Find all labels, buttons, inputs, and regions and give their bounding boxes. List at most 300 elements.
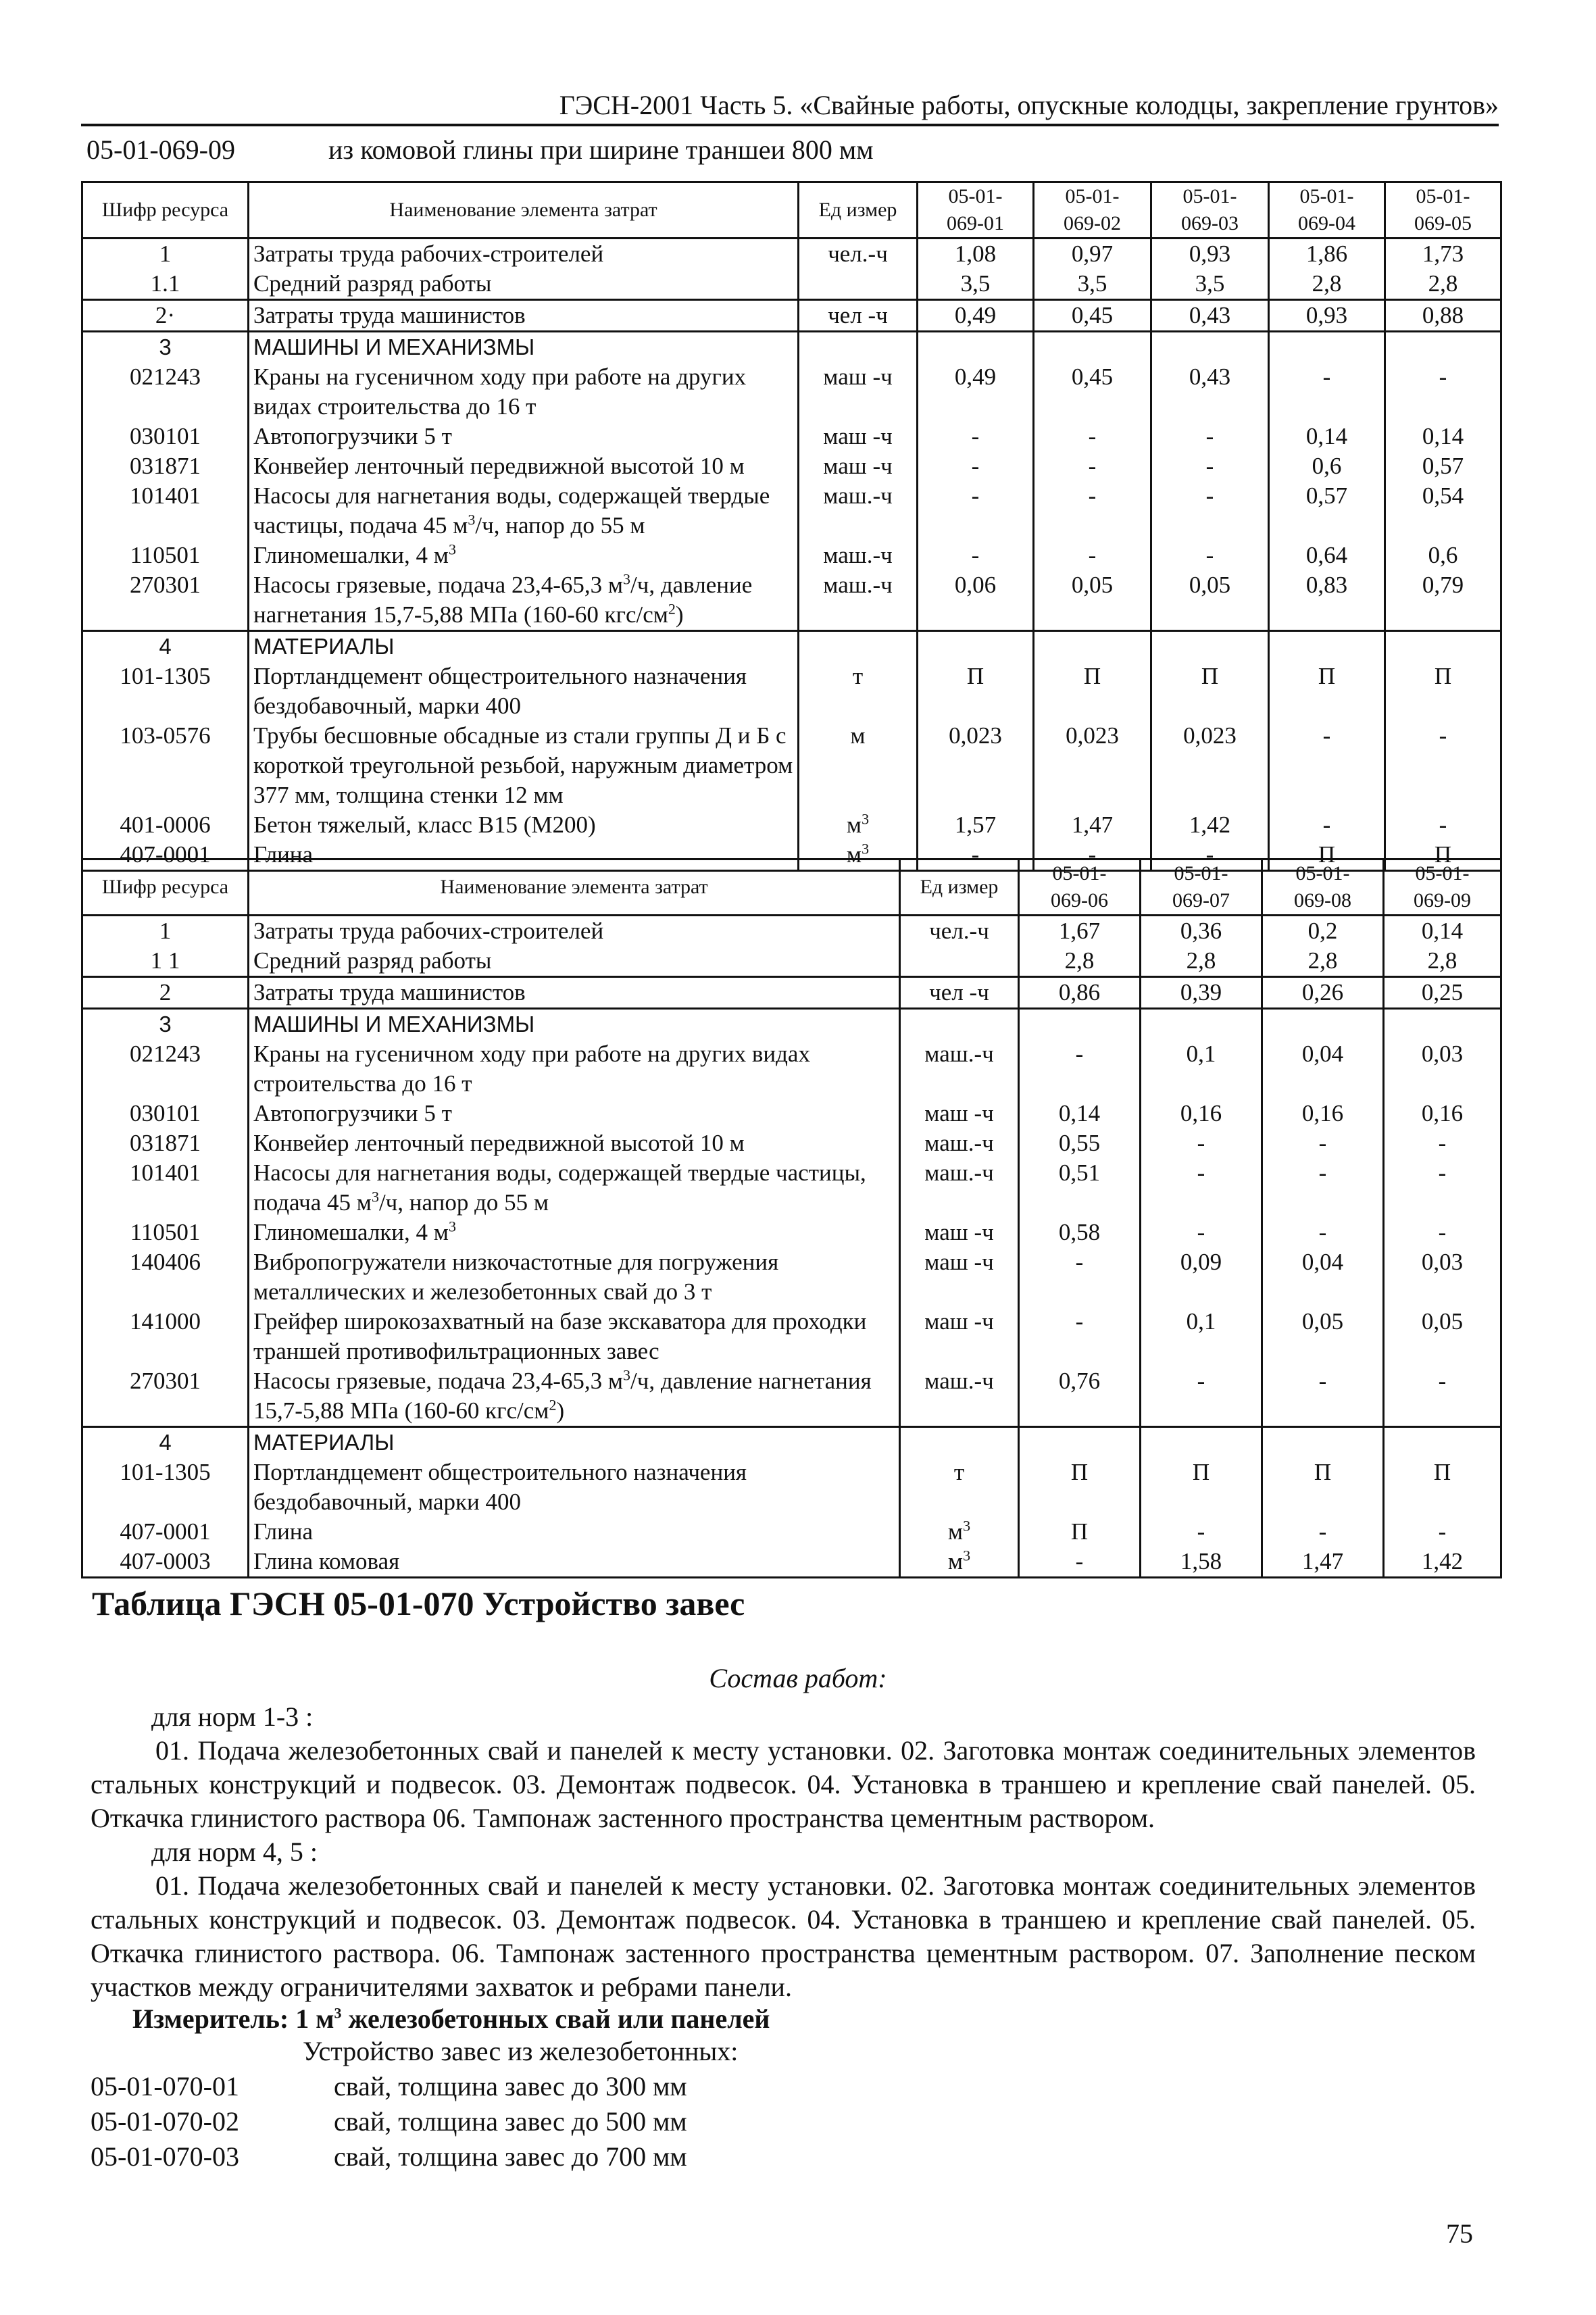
empty-cell	[1384, 1427, 1501, 1458]
resource-name: Вибропогружатели низкочастотные для погружения металлических и железобетонных свай до 3 т	[249, 1247, 900, 1307]
unit-cell	[900, 946, 1019, 977]
table-row	[82, 916, 1501, 947]
resource-code: 1 1	[82, 946, 249, 977]
value-cell: -	[918, 840, 1034, 871]
table-row	[82, 451, 1501, 481]
value-cell: 0,023	[918, 721, 1034, 810]
value-cell: 0,05	[1151, 570, 1269, 631]
value-cell: -	[1019, 1039, 1141, 1099]
unit-cell: маш -ч	[799, 451, 918, 481]
empty-cell	[1019, 1009, 1141, 1040]
resource-name: Затраты труда машинистов	[249, 300, 799, 332]
value-cell: -	[1019, 1547, 1141, 1578]
value-cell: 3,5	[1034, 269, 1151, 300]
empty-cell	[1385, 631, 1501, 662]
value-cell: 0,6	[1385, 541, 1501, 570]
resource-name: Глиномешалки, 4 $м^3$	[249, 541, 799, 570]
variant-row	[91, 2139, 738, 2174]
empty-cell	[1269, 332, 1385, 363]
unit-cell: м	[799, 721, 918, 810]
unit-cell: маш -ч	[900, 1099, 1019, 1128]
value-cell: -	[1151, 422, 1269, 451]
value-cell: 0,16	[1262, 1099, 1384, 1128]
empty-cell	[1019, 1427, 1141, 1458]
value-cell: -	[1034, 541, 1151, 570]
table-row	[82, 1517, 1501, 1547]
resource-code: 2	[82, 977, 249, 1009]
value-cell: -	[1034, 451, 1151, 481]
unit-cell: т	[900, 1458, 1019, 1517]
resource-code: 021243	[82, 1039, 249, 1099]
unit-cell: маш.-ч	[900, 1366, 1019, 1427]
resource-name: Автопогрузчики 5 т	[249, 1099, 900, 1128]
resource-code: 407-0001	[82, 1517, 249, 1547]
resource-name: Глиномешалки, 4 $м^3$	[249, 1218, 900, 1247]
empty-cell	[1262, 1427, 1384, 1458]
value-cell: -	[1034, 481, 1151, 541]
table1-header-cell: 05-01- 069-03	[1151, 182, 1269, 239]
value-cell: -	[1141, 1128, 1262, 1158]
resource-name: Конвейер ленточный передвижной высотой 10 м	[249, 1128, 900, 1158]
section-name: МАШИНЫ И МЕХАНИЗМЫ	[249, 1009, 900, 1040]
value-cell: -	[1019, 1247, 1141, 1307]
value-cell: -	[1262, 1517, 1384, 1547]
value-cell: -	[1151, 451, 1269, 481]
table-row	[82, 721, 1501, 810]
resource-name: Портландцемент общестроительного назначения бездобавочный, марки 400	[249, 1458, 900, 1517]
resource-code: 030101	[82, 422, 249, 451]
norms-1-3-block	[91, 1700, 1476, 1835]
value-cell: П	[1384, 1458, 1501, 1517]
resource-code: 030101	[82, 1099, 249, 1128]
variant-code: 05-01-070-01	[91, 2071, 239, 2101]
unit-cell: маш -ч	[799, 422, 918, 451]
resource-name: Конвейер ленточный передвижной высотой 10 м	[249, 451, 799, 481]
variant-code: 05-01-070-02	[91, 2106, 239, 2137]
resource-code: 3	[82, 1009, 249, 1040]
value-cell: 0,49	[918, 300, 1034, 332]
empty-cell	[1141, 1427, 1262, 1458]
resource-code: 4	[82, 1427, 249, 1458]
resource-name: Грейфер широкозахватный на базе экскаватора для проходки траншей противофильтрационных завес	[249, 1307, 900, 1366]
value-cell: 3,5	[1151, 269, 1269, 300]
table-row	[82, 541, 1501, 570]
section-name: МАШИНЫ И МЕХАНИЗМЫ	[249, 332, 799, 363]
section-title: Таблица ГЭСН 05-01-070 Устройство завес	[92, 1585, 745, 1622]
unit-cell: чел -ч	[799, 300, 918, 332]
norms-1-3-label: для норм 1-3 :	[151, 1701, 314, 1732]
table-row	[82, 1039, 1501, 1099]
empty-cell	[1269, 631, 1385, 662]
empty-cell	[900, 1009, 1019, 1040]
value-cell: 1,42	[1151, 810, 1269, 840]
unit-cell: $м^3$	[900, 1547, 1019, 1578]
unit-cell: маш.-ч	[900, 1158, 1019, 1218]
table-row	[82, 1218, 1501, 1247]
empty-cell	[799, 631, 918, 662]
value-cell: П	[1269, 662, 1385, 721]
empty-cell	[799, 332, 918, 363]
table1-header-cell: 05-01- 069-02	[1034, 182, 1151, 239]
resource-code: 110501	[82, 541, 249, 570]
table-row	[82, 362, 1501, 422]
resource-name: Насосы для нагнетания воды, содержащей твердые частицы, подача 45 $м^3/ч$, напор до 55 м	[249, 1158, 900, 1218]
value-cell: 0,88	[1385, 300, 1501, 332]
value-cell: 0,09	[1141, 1247, 1262, 1307]
value-cell: -	[1262, 1366, 1384, 1427]
resource-code: 021243	[82, 362, 249, 422]
resource-name: Затраты труда рабочих-строителей	[249, 916, 900, 947]
resource-code: 1	[82, 916, 249, 947]
variant-text: свай, толщина завес до 500 мм	[334, 2106, 687, 2137]
value-cell: П	[1019, 1517, 1141, 1547]
value-cell: -	[1384, 1158, 1501, 1218]
value-cell: 0,45	[1034, 362, 1151, 422]
resource-code: 031871	[82, 1128, 249, 1158]
value-cell: -	[1262, 1128, 1384, 1158]
resource-name: Насосы грязевые, подача 23,4-65,3 $м^3/ч$, давление нагнетания 15,7-5,88 МПа (160-60 кгс/$см^2$)	[249, 1366, 900, 1427]
value-cell: -	[918, 451, 1034, 481]
value-cell: 2,8	[1262, 946, 1384, 977]
unit-cell	[799, 269, 918, 300]
resource-code: 270301	[82, 1366, 249, 1427]
table-row	[82, 1366, 1501, 1427]
composition-label: Состав работ:	[709, 1663, 887, 1693]
unit-cell: маш -ч	[900, 1307, 1019, 1366]
resource-table-1	[81, 181, 1502, 872]
empty-cell	[1034, 332, 1151, 363]
unit-cell: маш.-ч	[799, 481, 918, 541]
resource-table-2	[81, 858, 1502, 1578]
section-row	[82, 631, 1501, 662]
value-cell: 0,93	[1269, 300, 1385, 332]
section-name: МАТЕРИАЛЫ	[249, 1427, 900, 1458]
value-cell: 3,5	[918, 269, 1034, 300]
unit-cell: маш.-ч	[799, 541, 918, 570]
resource-name: Насосы грязевые, подача 23,4-65,3 $м^3/ч$, давление нагнетания 15,7-5,88 МПа (160-60 кгс/$см^2$)	[249, 570, 799, 631]
variants-list	[91, 2034, 738, 2174]
value-cell: П	[1151, 662, 1269, 721]
value-cell: 0,6	[1269, 451, 1385, 481]
unit-cell: $м^3$	[799, 810, 918, 840]
value-cell: -	[1269, 721, 1385, 810]
table-row	[82, 662, 1501, 721]
value-cell: 0,14	[1385, 422, 1501, 451]
value-cell: -	[1385, 362, 1501, 422]
unit-cell: чел.-ч	[900, 916, 1019, 947]
table2-header-cell: Ед измер	[900, 860, 1019, 916]
table2-header-row	[82, 860, 1501, 916]
table-row	[82, 1099, 1501, 1128]
norms-4-5-text: 01. Подача железобетонных свай и панелей к месту установки. 02. Заготовка монтаж соединительных элементов стальных конструкций и подвесок. 03. Демонтаж подвесок. 04. Установка в траншею и крепление свай панелей. 05. Откачка глинистого раствора. 06. Тампонаж застенного пространства цементным раствором. 07. Заполнение песком участков между ограничителями захваток и ребрами панели.	[91, 1870, 1476, 2002]
resource-code: 4	[82, 631, 249, 662]
resource-name: Портландцемент общестроительного назначения бездобавочный, марки 400	[249, 662, 799, 721]
table1-header-cell: Шифр ресурса	[82, 182, 249, 239]
value-cell: 0,1	[1141, 1039, 1262, 1099]
resource-name: Краны на гусеничном ходу при работе на других видах строительства до 16 т	[249, 1039, 900, 1099]
empty-cell	[1034, 631, 1151, 662]
empty-cell	[1384, 1009, 1501, 1040]
value-cell: 0,25	[1384, 977, 1501, 1009]
value-cell: 0,49	[918, 362, 1034, 422]
section-name: МАТЕРИАЛЫ	[249, 631, 799, 662]
resource-name: Трубы бесшовные обсадные из стали группы Д и Б с короткой треугольной резьбой, наружным диаметром 377 мм, толщина стенки 12 мм	[249, 721, 799, 810]
value-cell: 0,16	[1141, 1099, 1262, 1128]
variant-code: 05-01-070-03	[91, 2141, 239, 2172]
value-cell: 1,42	[1384, 1547, 1501, 1578]
value-cell: 0,2	[1262, 916, 1384, 947]
value-cell: 0,04	[1262, 1039, 1384, 1099]
value-cell: П	[1262, 1458, 1384, 1517]
value-cell: -	[1034, 422, 1151, 451]
resource-code: 270301	[82, 570, 249, 631]
resource-code: 407-0001	[82, 840, 249, 871]
resource-code: 110501	[82, 1218, 249, 1247]
value-cell: 0,83	[1269, 570, 1385, 631]
value-cell: П	[918, 662, 1034, 721]
value-cell: 0,1	[1141, 1307, 1262, 1366]
value-cell: 0,76	[1019, 1366, 1141, 1427]
measure-unit: Измеритель: 1 $м^3$ железобетонных свай или панелей	[132, 2003, 770, 2034]
value-cell: -	[918, 422, 1034, 451]
section-row	[82, 332, 1501, 363]
value-cell: -	[918, 481, 1034, 541]
empty-cell	[918, 631, 1034, 662]
value-cell: -	[1141, 1366, 1262, 1427]
resource-name: Бетон тяжелый, класс B15 (M200)	[249, 810, 799, 840]
resource-code: 141000	[82, 1307, 249, 1366]
value-cell: 0,86	[1019, 977, 1141, 1009]
value-cell: 0,45	[1034, 300, 1151, 332]
resource-code: 2·	[82, 300, 249, 332]
resource-name: Средний разряд работы	[249, 946, 900, 977]
empty-cell	[1385, 332, 1501, 363]
value-cell: 0,57	[1269, 481, 1385, 541]
value-cell: -	[1384, 1517, 1501, 1547]
table-row	[82, 1307, 1501, 1366]
resource-name: Глина	[249, 1517, 900, 1547]
value-cell: П	[1269, 840, 1385, 871]
unit-cell: чел.-ч	[799, 239, 918, 270]
value-cell: -	[1262, 1218, 1384, 1247]
running-header: ГЭСН-2001 Часть 5. «Свайные работы, опускные колодцы, закрепление грунтов»	[81, 89, 1499, 126]
value-cell: 0,14	[1384, 916, 1501, 947]
resource-code: 101-1305	[82, 662, 249, 721]
norms-4-5-block	[91, 1835, 1476, 2004]
value-cell: 0,023	[1034, 721, 1151, 810]
resource-name: Глина комовая	[249, 1547, 900, 1578]
value-cell: -	[1151, 481, 1269, 541]
norms-4-5-label: для норм 4, 5 :	[151, 1837, 318, 1867]
section-row	[82, 1009, 1501, 1040]
table-row	[82, 810, 1501, 840]
value-cell: 0,51	[1019, 1158, 1141, 1218]
variant-row	[91, 2104, 738, 2139]
empty-cell	[900, 1427, 1019, 1458]
value-cell: 2,8	[1269, 269, 1385, 300]
table2-header-cell: 05-01- 069-09	[1384, 860, 1501, 916]
subtitle-text: из комовой глины при ширине траншеи 800 мм	[328, 134, 874, 165]
value-cell: П	[1019, 1458, 1141, 1517]
table2-body	[82, 916, 1501, 1578]
variant-text: свай, толщина завес до 700 мм	[334, 2141, 687, 2172]
value-cell: -	[1141, 1218, 1262, 1247]
unit-cell: $м^3$	[799, 840, 918, 871]
table-row	[82, 977, 1501, 1009]
section-row	[82, 1427, 1501, 1458]
table-row	[82, 239, 1501, 270]
value-cell: -	[1269, 362, 1385, 422]
value-cell: 1,08	[918, 239, 1034, 270]
resource-code: 140406	[82, 1247, 249, 1307]
variant-row	[91, 2069, 738, 2104]
table2-header-cell: 05-01- 069-08	[1262, 860, 1384, 916]
norms-1-3-text: 01. Подача железобетонных свай и панелей к месту установки. 02. Заготовка монтаж соединительных элементов стальных конструкций и подвесок. 03. Демонтаж подвесок. 04. Установка в траншею и крепление свай панелей. 05. Откачка глинистого раствора 06. Тампонаж застенного пространства цементным раствором.	[91, 1735, 1476, 1833]
value-cell: П	[1141, 1458, 1262, 1517]
value-cell: 0,58	[1019, 1218, 1141, 1247]
value-cell: -	[1141, 1517, 1262, 1547]
value-cell: 0,05	[1384, 1307, 1501, 1366]
value-cell: 0,05	[1034, 570, 1151, 631]
value-cell: 2,8	[1385, 269, 1501, 300]
variants-title: Устройство завес из железобетонных:	[303, 2036, 739, 2066]
value-cell: -	[1141, 1158, 1262, 1218]
value-cell: 1,47	[1262, 1547, 1384, 1578]
value-cell: 0,05	[1262, 1307, 1384, 1366]
value-cell: -	[1151, 541, 1269, 570]
table1-header-row	[82, 182, 1501, 239]
value-cell: П	[1034, 662, 1151, 721]
value-cell: 0,39	[1141, 977, 1262, 1009]
value-cell: 1,47	[1034, 810, 1151, 840]
value-cell: -	[1384, 1366, 1501, 1427]
value-cell: 0,14	[1019, 1099, 1141, 1128]
value-cell: 1,73	[1385, 239, 1501, 270]
value-cell: П	[1385, 840, 1501, 871]
empty-cell	[918, 332, 1034, 363]
resource-code: 031871	[82, 451, 249, 481]
unit-cell: т	[799, 662, 918, 721]
table-row	[82, 1247, 1501, 1307]
table-row	[82, 1158, 1501, 1218]
table-row	[82, 422, 1501, 451]
value-cell: 0,54	[1385, 481, 1501, 541]
page-number: 75	[1446, 2218, 1473, 2249]
value-cell: 2,8	[1384, 946, 1501, 977]
value-cell: 0,03	[1384, 1247, 1501, 1307]
value-cell: -	[1034, 840, 1151, 871]
value-cell: -	[918, 541, 1034, 570]
value-cell: 2,8	[1019, 946, 1141, 977]
resource-code: 1.1	[82, 269, 249, 300]
value-cell: 0,64	[1269, 541, 1385, 570]
table2-header-cell: Наименование элемента затрат	[249, 860, 900, 916]
value-cell: -	[1151, 840, 1269, 871]
value-cell: 1,57	[918, 810, 1034, 840]
table-row	[82, 570, 1501, 631]
resource-code: 1	[82, 239, 249, 270]
resource-code: 3	[82, 332, 249, 363]
value-cell: 0,79	[1385, 570, 1501, 631]
table1-header-cell: 05-01- 069-05	[1385, 182, 1501, 239]
resource-code: 101-1305	[82, 1458, 249, 1517]
value-cell: 1,86	[1269, 239, 1385, 270]
resource-name: Насосы для нагнетания воды, содержащей твердые частицы, подача 45 $м^3/ч$, напор до 55 м	[249, 481, 799, 541]
value-cell: П	[1385, 662, 1501, 721]
value-cell: 0,43	[1151, 362, 1269, 422]
value-cell: -	[1385, 810, 1501, 840]
table-row	[82, 946, 1501, 977]
empty-cell	[1151, 332, 1269, 363]
empty-cell	[1141, 1009, 1262, 1040]
value-cell: 0,03	[1384, 1039, 1501, 1099]
value-cell: -	[1384, 1218, 1501, 1247]
value-cell: 0,97	[1034, 239, 1151, 270]
value-cell: 0,06	[918, 570, 1034, 631]
resource-code: 101401	[82, 1158, 249, 1218]
value-cell: 0,93	[1151, 239, 1269, 270]
unit-cell: маш.-ч	[900, 1128, 1019, 1158]
resource-name: Средний разряд работы	[249, 269, 799, 300]
value-cell: 1,67	[1019, 916, 1141, 947]
unit-cell: $м^3$	[900, 1517, 1019, 1547]
table2-header-cell: Шифр ресурса	[82, 860, 249, 916]
unit-cell: маш -ч	[900, 1218, 1019, 1247]
table-row	[82, 1458, 1501, 1517]
value-cell: -	[1019, 1307, 1141, 1366]
resource-code: 401-0006	[82, 810, 249, 840]
subtitle-code: 05-01-069-09	[86, 134, 235, 165]
value-cell: 0,16	[1384, 1099, 1501, 1128]
value-cell: -	[1384, 1128, 1501, 1158]
table1-header-cell: 05-01- 069-04	[1269, 182, 1385, 239]
table-row	[82, 300, 1501, 332]
table-row	[82, 269, 1501, 300]
value-cell: 1,58	[1141, 1547, 1262, 1578]
value-cell: 0,023	[1151, 721, 1269, 810]
value-cell: 0,04	[1262, 1247, 1384, 1307]
table1-header-cell: Ед измер	[799, 182, 918, 239]
table1-body	[82, 239, 1501, 871]
value-cell: -	[1385, 721, 1501, 810]
resource-name: Автопогрузчики 5 т	[249, 422, 799, 451]
empty-cell	[1262, 1009, 1384, 1040]
unit-cell: маш -ч	[799, 362, 918, 422]
value-cell: 2,8	[1141, 946, 1262, 977]
value-cell: -	[1269, 810, 1385, 840]
resource-code: 103-0576	[82, 721, 249, 810]
value-cell: 0,26	[1262, 977, 1384, 1009]
table-row	[82, 481, 1501, 541]
resource-code: 407-0003	[82, 1547, 249, 1578]
unit-cell: маш.-ч	[799, 570, 918, 631]
value-cell: 0,36	[1141, 916, 1262, 947]
resource-code: 101401	[82, 481, 249, 541]
variant-text: свай, толщина завес до 300 мм	[334, 2071, 687, 2101]
empty-cell	[1151, 631, 1269, 662]
table-row	[82, 1128, 1501, 1158]
table2-header-cell: 05-01- 069-06	[1019, 860, 1141, 916]
resource-name: Затраты труда машинистов	[249, 977, 900, 1009]
unit-cell: маш.-ч	[900, 1039, 1019, 1099]
value-cell: 0,14	[1269, 422, 1385, 451]
value-cell: 0,43	[1151, 300, 1269, 332]
resource-name: Затраты труда рабочих-строителей	[249, 239, 799, 270]
table1-header-cell: 05-01- 069-01	[918, 182, 1034, 239]
table2-header-cell: 05-01- 069-07	[1141, 860, 1262, 916]
resource-name: Краны на гусеничном ходу при работе на других видах строительства до 16 т	[249, 362, 799, 422]
table-row	[82, 1547, 1501, 1578]
